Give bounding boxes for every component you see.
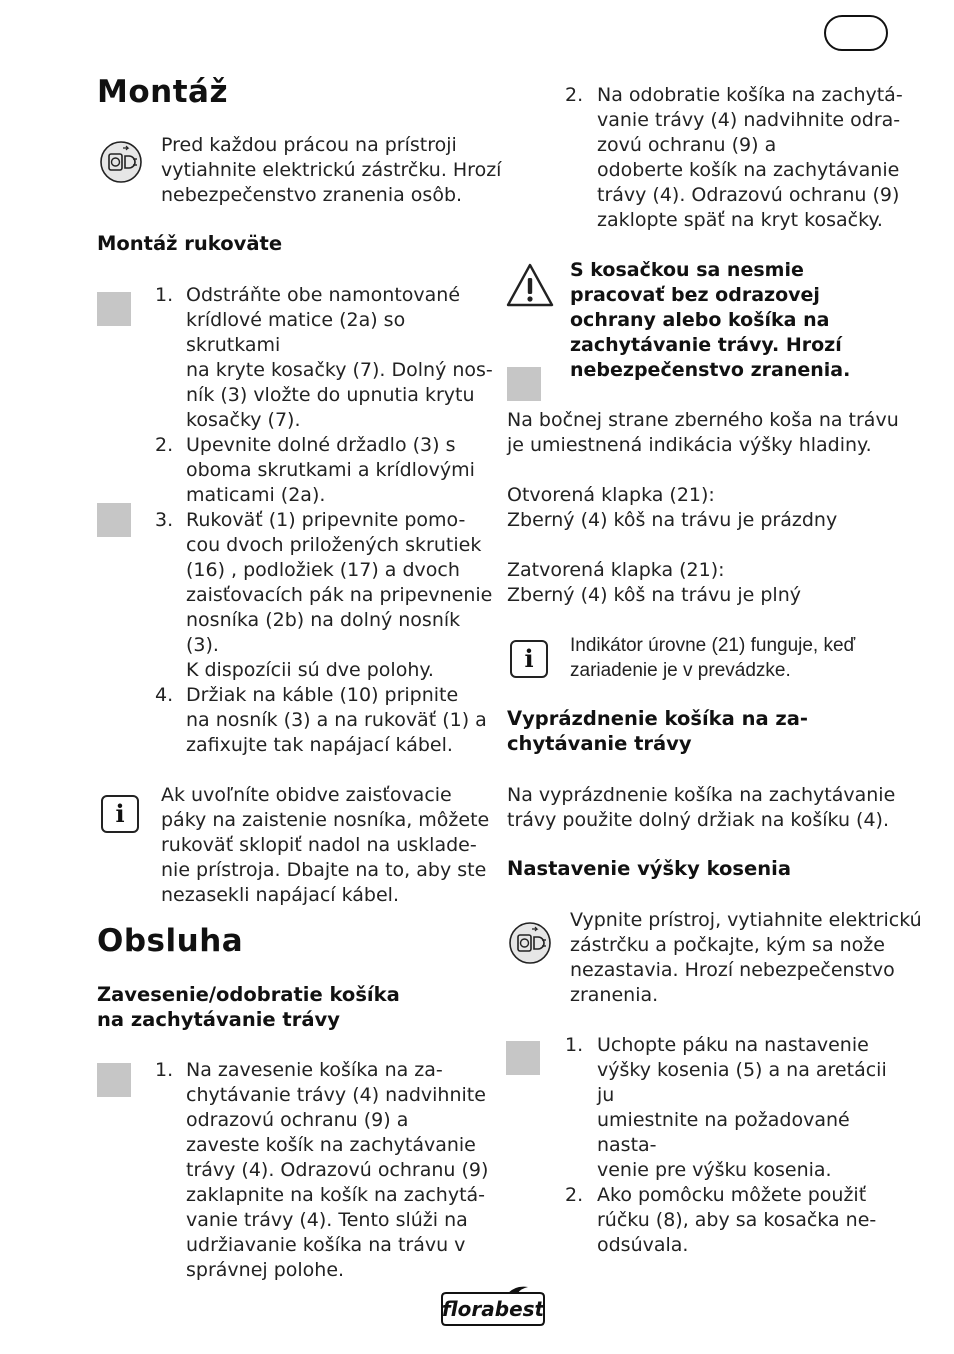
info-icon: i — [510, 640, 548, 678]
logo-text: florabest — [441, 1297, 545, 1321]
unplug-warning-text-2: Vypnite prístroj, vytiahnite elektrickú zástrčku a počkajte, kým sa nože nezastavia. Hrozí nebezpečenstvo zranenia. — [570, 909, 922, 1006]
list-item: 1. Odstráňte obe namontované krídlové matice (2a) so skrutkami na kryte kosačky (7). Dolný nos- ník (3) vložte do upnutia krytu kosačky (7). — [155, 284, 493, 431]
list-item: 2. Ako pomôcku môžete použiť rúčku (8), aby sa kosačka ne- odsúvala. — [565, 1184, 877, 1256]
warning-triangle-icon — [505, 262, 555, 308]
info-icon: i — [101, 795, 139, 833]
list-item: 2. Na odobratie košíka na zachytá- vanie trávy (4) nadvihnite odra- zovú ochranu (9) a odoberte košík na zachytávanie trávy (4). Odrazovú ochranu (9) zaklopte späť na kryt kosačky. — [565, 84, 903, 231]
steps-list-a — [97, 283, 497, 508]
heading-vyprazdnenie: Vyprázdnenie košíka na za- chytávanie trávy — [507, 707, 809, 755]
language-badge — [824, 15, 888, 51]
warning-guard-text: S kosačkou sa nesmie pracovať bez odrazovej ochrany alebo košíka na zachytávanie trávy. Hrozí nebezpečenstvo zranenia. — [570, 259, 851, 381]
steps-list-e — [507, 1033, 907, 1258]
heading-montaz: Montáž — [97, 74, 228, 110]
heading-zavesenie: Zavesenie/odobratie košíka na zachytávanie trávy — [97, 983, 400, 1031]
level-indicator-text: Na bočnej strane zberného koša na trávu je umiestnená indikácia výšky hladiny. — [507, 409, 899, 456]
figure-reference-box — [507, 367, 541, 401]
list-item: 3. Rukoväť (1) pripevnite pomo- cou dvoch priložených skrutiek (16) , podložiek (17) a dvoch zaisťovacích pák na pripevnenie nosníka (2b) na dolný nosník (3). K dispozícii sú dve polohy. — [155, 509, 493, 681]
closed-flap-text: Zatvorená klapka (21): Zberný (4) kôš na trávu je plný — [507, 559, 801, 606]
heading-nastavenie: Nastavenie výšky kosenia — [507, 857, 791, 880]
unplug-warning-icon — [508, 921, 552, 965]
heading-obsluha: Obsluha — [97, 923, 244, 959]
steps-list-c — [97, 1058, 497, 1283]
list-item: 1. Uchopte páku na nastavenie výšky kosenia (5) a na aretácii ju umiestnite na požadované nasta- venie pre výšku kosenia. — [565, 1034, 887, 1181]
unplug-warning-icon — [99, 140, 143, 184]
heading-montaz-rukovate: Montáž rukoväte — [97, 232, 283, 255]
list-item: 4. Držiak na káble (10) pripnite na nosník (3) a na rukoväť (1) a zafixujte tak napájací kábel. — [155, 684, 487, 756]
info-note-text: Ak uvoľníte obidve zaisťovacie páky na zaistenie nosníka, môžete rukoväť sklopiť nadol na usklade- nie prístroja. Dbajte na to, aby ste nezasekli napájací kábel. — [161, 784, 490, 906]
list-item: 1. Na zavesenie košíka na za- chytávanie trávy (4) nadvihnite odrazovú ochranu (9) a zaveste košík na zachytávanie trávy (4). Odrazovú ochranu (9) zaklapnite na košík na zachytá- vanie trávy (4). Tento slúži na udržiavanie košíka na trávu v správnej polohe. — [155, 1059, 489, 1281]
list-item: 2. Upevnite dolné držadlo (3) s oboma skrutkami a krídlovými maticami (2a). — [155, 434, 475, 506]
info-level-text: Indikátor úrovne (21) funguje, keď zariadenie je v prevádzke. — [570, 635, 856, 681]
steps-list-d — [507, 83, 907, 233]
open-flap-text: Otvorená klapka (21): Zberný (4) kôš na trávu je prázdny — [507, 484, 838, 531]
steps-list-b — [97, 508, 497, 758]
empty-basket-text: Na vyprázdnenie košíka na zachytávanie trávy použite dolný držiak na košíku (4). — [507, 784, 896, 831]
unplug-warning-text: Pred každou prácou na prístroji vytiahnite elektrickú zástrčku. Hrozí nebezpečenstvo zranenia osôb. — [161, 134, 502, 206]
florabest-logo — [438, 1283, 548, 1327]
